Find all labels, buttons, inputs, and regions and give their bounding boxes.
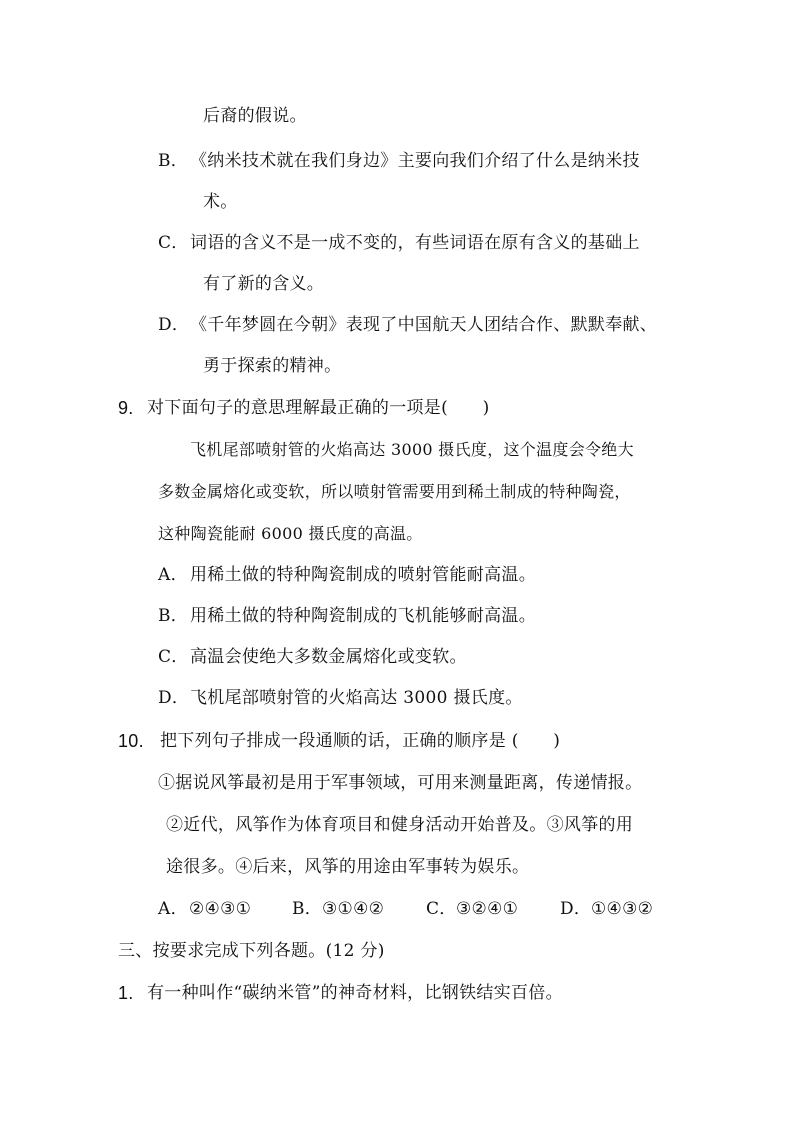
q8-option-a-continuation: 后裔的假说。 [203,106,307,126]
q8-option-d-label: D． [158,315,190,335]
q9-option-a-label: A． [158,565,188,585]
q9-option-c-label: C． [158,647,189,667]
q8-option-c-continuation: 有了新的含义。 [203,274,325,294]
q9-passage-line-3: 这种陶瓷能耐 6000 摄氏度的高温。 [158,524,423,543]
q10-option-d-label: D． [560,899,592,919]
q8-option-d-text: 《千年梦圆在今朝》表现了中国航天人团结合作、默默奉献、 [190,315,658,335]
q9-number: 9. [118,398,134,418]
q8-option-c-text: 词语的含义不是一成不变的，有些词语在原有含义的基础上 [190,233,640,253]
q8-option-d-continuation: 勇于探索的精神。 [203,356,342,376]
q10-option-a-text: ②④③① [189,899,252,919]
q10-option-c-label: C． [426,899,457,919]
q10-option-b-label: B． [292,899,323,919]
q10-option-c-text: ③②④① [456,899,519,919]
q8-option-b-text: 《纳米技术就在我们身边》主要向我们介绍了什么是纳米技 [190,151,640,171]
q10-sentence-line-2: ②近代，风筝作为体育项目和健身活动开始普及。③风筝的用 [166,815,634,835]
q8-option-b-continuation: 术。 [203,192,238,212]
q10-number: 10. [118,731,144,751]
q9-passage-line-1: 飞机尾部喷射管的火焰高达 3000 摄氏度，这个温度会令绝大 [190,440,634,459]
q10-option-d-text: ①④③② [591,899,654,919]
q10-sentence-line-1: ①据说风筝最初是用于军事领域，可用来测量距离，传递情报。 [158,773,643,793]
q9-question: 对下面句子的意思理解最正确的一项是( ) [147,398,490,418]
section-3-q1-text: 有一种叫作“碳纳米管”的神奇材料，比钢铁结实百倍。 [147,983,563,1003]
q9-option-b-text: 用稀土做的特种陶瓷制成的飞机能够耐高温。 [190,606,536,626]
q10-question: 把下列句子排成一段通顺的话，正确的顺序是 ( ) [160,731,561,751]
q10-sentence-line-3: 途很多。④后来，风筝的用途由军事转为娱乐。 [166,857,530,877]
q9-option-a-text: 用稀土做的特种陶瓷制成的喷射管能耐高温。 [190,565,536,585]
q9-option-d-label: D． [158,688,190,708]
q8-option-c-label: C． [158,233,189,253]
q9-option-c-text: 高温会使绝大多数金属熔化或变软。 [190,647,467,667]
section-3-title: 三、按要求完成下列各题。(12 分) [118,941,385,961]
q10-option-b-text: ③①④② [322,899,385,919]
q8-option-b-label: B． [158,151,189,171]
q9-option-d-text: 飞机尾部喷射管的火焰高达 3000 摄氏度。 [190,688,523,708]
q9-passage-line-2: 多数金属熔化或变软，所以喷射管需要用到稀土制成的特种陶瓷， [158,482,631,501]
q9-option-b-label: B． [158,606,189,626]
section-3-q1-number: 1. [118,983,134,1003]
q10-option-a-label: A． [158,899,188,919]
